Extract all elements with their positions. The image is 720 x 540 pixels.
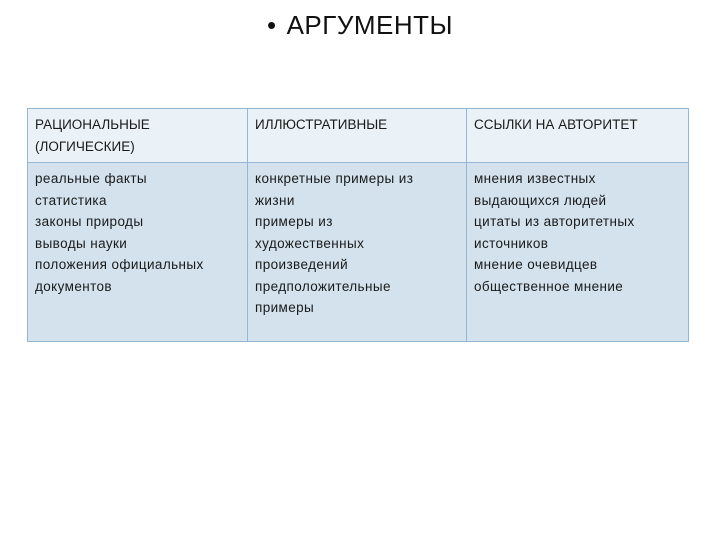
list-item: произведений [255, 257, 349, 272]
cell-rational-items [28, 163, 248, 342]
header-illustrative [248, 109, 467, 163]
list-item: статистика [35, 192, 107, 208]
title-text: АРГУМЕНТЫ [286, 10, 454, 40]
header-rational-line-1: РАЦИОНАЛЬНЫЕ [35, 117, 150, 132]
list-item: документов [35, 278, 112, 294]
header-authority-line-1: ССЫЛКИ НА АВТОРИТЕТ [474, 117, 638, 132]
title-bullet: • [266, 10, 277, 40]
list-item: цитаты из авторитетных [474, 214, 635, 229]
cell-authority-items [467, 163, 689, 342]
list-item: примеры [255, 300, 315, 315]
list-item: выдающихся людей [474, 192, 607, 208]
list-item: законы природы [35, 214, 144, 229]
list-item: жизни [255, 192, 295, 208]
header-authority [467, 109, 689, 163]
table-row [28, 163, 689, 342]
list-item: примеры из [255, 214, 333, 229]
header-illustrative-line-1: ИЛЛЮСТРАТИВНЫЕ [255, 117, 388, 132]
list-item: предположительные [255, 278, 391, 294]
list-item: конкретные примеры из [255, 171, 414, 186]
header-rational-line-2: (ЛОГИЧЕСКИЕ) [35, 138, 135, 154]
table-header-row [28, 109, 689, 163]
header-rational [28, 109, 248, 163]
list-item: реальные факты [35, 171, 148, 186]
list-item: источников [474, 235, 549, 251]
list-item: положения официальных [35, 257, 204, 272]
arguments-table [27, 108, 689, 342]
list-item: художественных [255, 235, 365, 251]
list-item: мнение очевидцев [474, 257, 598, 272]
slide-title [0, 8, 720, 42]
cell-illustrative-items [248, 163, 467, 342]
list-item: мнения известных [474, 171, 596, 186]
list-item: общественное мнение [474, 278, 624, 294]
list-item: выводы науки [35, 235, 128, 251]
